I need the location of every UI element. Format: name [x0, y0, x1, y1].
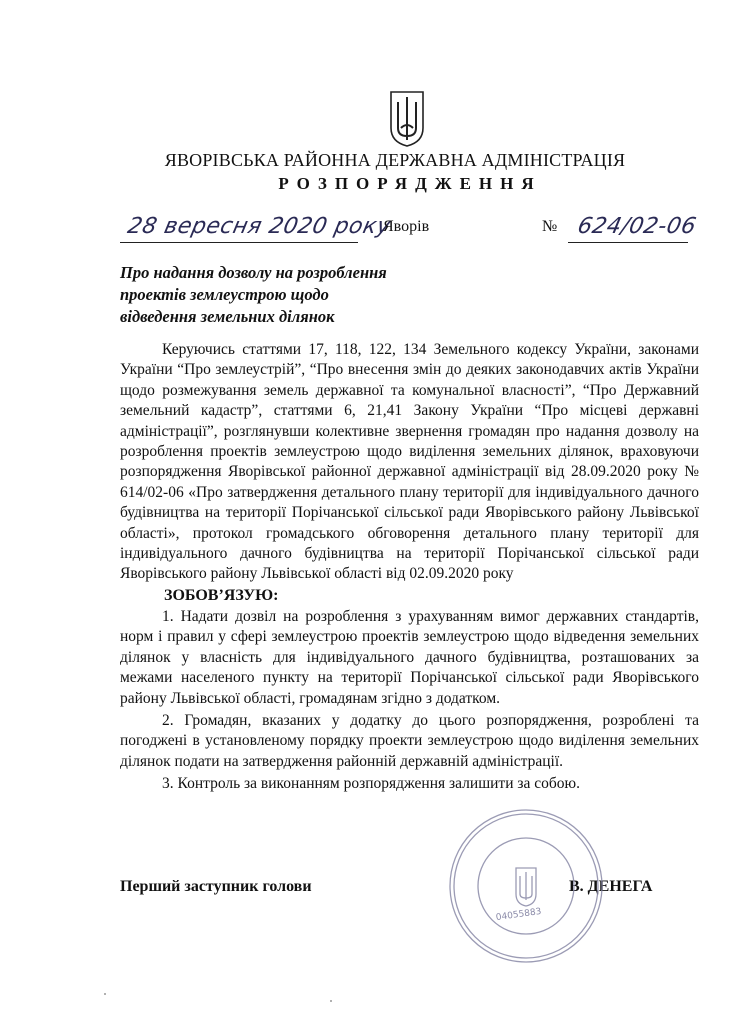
signatory-role: Перший заступник голови — [120, 878, 312, 895]
scan-speck — [104, 993, 106, 995]
number-underline — [568, 242, 688, 243]
scan-speck — [330, 1000, 332, 1002]
item-3-paragraph: 3. Контроль за виконанням розпорядження залишити за собою. — [162, 775, 580, 793]
signatory-name: В. ДЕНЕГА — [569, 878, 653, 895]
document-type: РОЗПОРЯДЖЕННЯ — [278, 174, 542, 193]
item-1-paragraph: 1. Надати дозвіл на розроблення з урахуванням вимог державних стандартів, норм і правил у сфері землеустрою проектів землеустрою щодо відведення земельних ділянок у власність для індивідуального дачного будівництва, розташованих за межами населеного пункту на території Порічанської сільської ради Яворівського району Львівської області, громадянам згідно з додатком. — [120, 607, 699, 707]
document-body — [120, 340, 699, 795]
preamble-paragraph: Керуючись статтями 17, 118, 122, 134 Земельного кодексу України, законами України “Про землеустрій”, “Про внесення змін до деяких законодавчих актів України щодо розмежування земель державної та комунальної власності”, “Про Державний земельний кадастр”, статтями 6, 21,41 Закону України “Про місцеві державні адміністрації”, розглянувши колективне звернення громадян про надання дозволу на розроблення проектів землеустрою щодо виділення земельних ділянок, враховуючи розпорядження Яворівської районної державної адміністрації від 28.09.2020 року № 614/02-06 «Про затвердження детального плану території для індивідуального дачного будівництва на території Порічанської сільської ради Яворівського району Львівської області», протокол громадського обговорення детального плану території для індивідуального дачного будівництва на території Порічанської сільської ради Яворівського району Львівської області від 02.09.2020 року — [120, 341, 699, 583]
subject-line: Про надання дозволу на розроблення — [120, 263, 387, 282]
agency-name: ЯВОРІВСЬКА РАЙОННА ДЕРЖАВНА АДМІНІСТРАЦІЯ — [164, 150, 626, 170]
date-underline — [120, 242, 358, 243]
subject-block — [120, 262, 450, 328]
svg-text:04055883: 04055883 — [495, 906, 543, 924]
handwritten-number: 624/02-06 — [575, 214, 699, 239]
city-name: Яворів — [383, 218, 430, 235]
subject-line: проектів землеустрою щодо — [120, 285, 329, 304]
number-sign: № — [542, 218, 558, 235]
item-2-paragraph: 2. Громадян, вказаних у додатку до цього розпорядження, розроблені та погоджені в установленому порядку проекти землеустрою щодо виділення земельних ділянок подати на затвердження районній державній адміністрації. — [120, 711, 699, 770]
handwritten-date: 28 вересня 2020 року — [125, 214, 394, 239]
subject-line: відведення земельних ділянок — [120, 307, 335, 326]
obligation-heading: ЗОБОВ’ЯЗУЮ: — [164, 586, 279, 604]
official-seal-stamp — [446, 806, 606, 966]
coat-of-arms-icon — [387, 88, 427, 148]
